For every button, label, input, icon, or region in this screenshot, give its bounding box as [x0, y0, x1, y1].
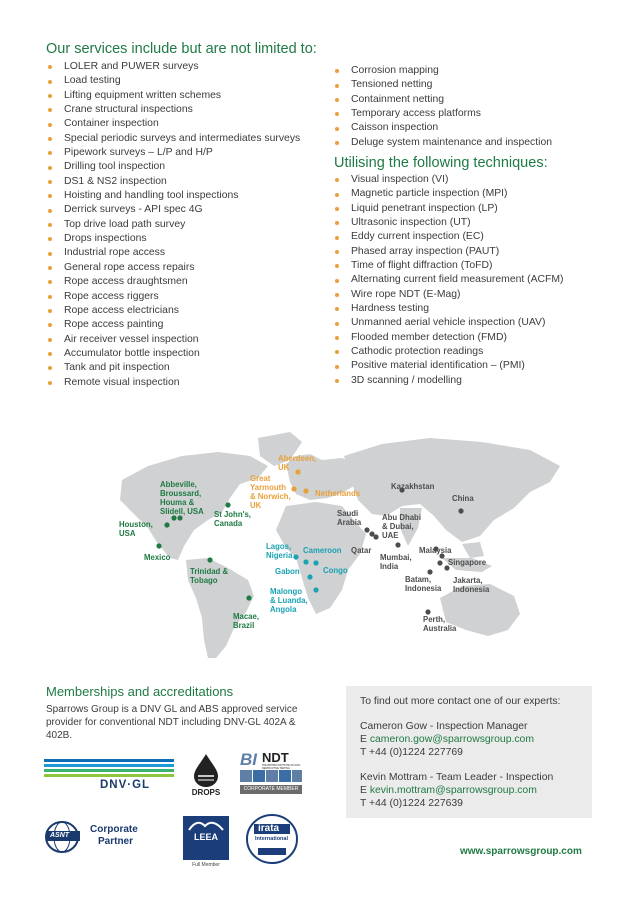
map-label-line: Australia: [423, 624, 457, 633]
map-marker: [246, 595, 251, 600]
asnt-logo: [44, 820, 164, 856]
map-marker: [395, 542, 400, 547]
bullet-icon: [48, 209, 52, 213]
contact-person2-email-line: [360, 785, 537, 796]
map-label-china: [452, 494, 474, 503]
irata-wordmark: irata: [258, 823, 280, 834]
service-item: [47, 203, 300, 217]
technique-item-text: Visual inspection (VI): [351, 174, 449, 185]
service-item: [47, 160, 300, 174]
map-label-line: Mexico: [144, 553, 171, 562]
technique-item: [334, 187, 564, 201]
map-marker: [373, 534, 378, 539]
map-label-line: UK: [278, 463, 290, 472]
service-item-text: DS1 & NS2 inspection: [64, 175, 167, 187]
service-item: [47, 361, 300, 375]
map-label-st-johns: [214, 510, 251, 528]
map-label-line: Macae,: [233, 612, 260, 621]
map-label-line: Malaysia: [419, 546, 452, 555]
asnt-partner: Partner: [98, 836, 134, 847]
map-marker: [293, 554, 298, 559]
contact-person1-email[interactable]: cameron.gow@sparrowsgroup.com: [369, 734, 534, 745]
service-item-text: Caisson inspection: [351, 122, 439, 134]
bullet-icon: [335, 84, 339, 88]
map-label-aberdeen: [278, 454, 316, 472]
technique-item: [334, 245, 564, 259]
bullet-icon: [335, 207, 339, 211]
service-item: [47, 232, 300, 246]
map-label-congo: [323, 566, 348, 575]
service-item: [47, 333, 300, 347]
bullet-icon: [48, 252, 52, 256]
service-item-text: Load testing: [64, 75, 121, 87]
technique-item: [334, 259, 564, 273]
service-item-text: Special periodic surveys and intermediates surveys: [64, 132, 301, 144]
services-list: [47, 60, 300, 390]
leea-member: Full Member: [192, 862, 220, 868]
bullet-icon: [48, 352, 52, 356]
service-item: [47, 246, 300, 260]
technique-item-text: Hardness testing: [351, 303, 429, 315]
leea-wordmark: LEEA: [193, 832, 218, 842]
services-list-continued: [334, 64, 552, 150]
service-item: [47, 290, 300, 304]
service-item-text: Industrial rope access: [64, 247, 166, 259]
technique-item: [334, 288, 564, 302]
contact-person2-email[interactable]: kevin.mottram@sparrowsgroup.com: [369, 785, 537, 796]
technique-item-text: Magnetic particle inspection (MPI): [351, 188, 508, 200]
service-item-text: Drilling tool inspection: [64, 161, 166, 173]
map-label-line: Indonesia: [405, 584, 442, 593]
dnvgl-logo: [44, 757, 174, 793]
technique-item-text: Unmanned aerial vehicle inspection (UAV): [351, 317, 546, 329]
service-item: [334, 78, 552, 92]
map-label-line: & Norwich,: [250, 492, 291, 501]
contact-box: [346, 686, 592, 818]
service-item-text: Lifting equipment written schemes: [64, 89, 222, 101]
service-item-text: Top drive load path survey: [64, 218, 186, 230]
map-label-line: China: [452, 494, 474, 503]
map-label-line: UAE: [382, 531, 399, 540]
service-item: [47, 60, 300, 74]
service-item-text: Pipework surveys – L/P and H/P: [64, 147, 213, 159]
map-label-line: Indonesia: [453, 585, 490, 594]
service-item-text: Tank and pit inspection: [64, 362, 170, 374]
service-item-text: Deluge system maintenance and inspection: [351, 136, 553, 148]
service-item-text: Air receiver vessel inspection: [64, 333, 199, 345]
bullet-icon: [335, 293, 339, 297]
service-item: [47, 261, 300, 275]
map-label-lagos: [266, 542, 292, 560]
map-marker: [364, 527, 369, 532]
map-label-line: Angola: [270, 605, 297, 614]
map-label-abbeville: [160, 480, 204, 516]
technique-item: [334, 273, 564, 287]
map-label-line: Batam,: [405, 575, 431, 584]
map-label-jakarta: [453, 576, 489, 594]
map-label-line: & Dubai,: [382, 522, 414, 531]
service-item-text: Temporary access platforms: [351, 108, 481, 120]
service-item-text: General rope access repairs: [64, 261, 195, 273]
service-item-text: Containment netting: [351, 93, 444, 105]
map-marker: [313, 587, 318, 592]
map-label-line: Great: [250, 474, 271, 483]
map-label-abu-dhabi: [382, 513, 421, 540]
bindt-bi: BI: [240, 750, 257, 769]
technique-item: [334, 331, 564, 345]
drops-wordmark: DROPS: [191, 788, 221, 797]
map-marker: [307, 574, 312, 579]
service-item: [47, 189, 300, 203]
map-label-mumbai: [380, 553, 412, 571]
map-label-line: Slidell, USA: [160, 507, 204, 516]
service-item-text: Rope access draughtsmen: [64, 276, 188, 288]
technique-item-text: Time of flight diffraction (ToFD): [351, 260, 493, 272]
map-label-line: Trinidad &: [190, 567, 229, 576]
techniques-heading: Utilising the following techniques:: [334, 155, 548, 171]
bullet-icon: [48, 151, 52, 155]
service-item-text: Crane structural inspections: [64, 104, 193, 116]
technique-item-text: Alternating current field measurement (ACFM): [351, 274, 564, 286]
leea-logo: [183, 816, 229, 868]
bullet-icon: [335, 336, 339, 340]
service-item: [334, 64, 552, 78]
service-item: [47, 376, 300, 390]
map-label-trinidad: [190, 567, 228, 585]
map-label-line: Houston,: [119, 520, 153, 529]
map-marker: [303, 488, 308, 493]
service-item: [334, 121, 552, 135]
techniques-list: [334, 173, 564, 388]
bullet-icon: [48, 295, 52, 299]
map-marker: [156, 543, 161, 548]
map-label-kazakhstan: [391, 482, 434, 491]
technique-item-text: Cathodic protection readings: [351, 346, 484, 358]
map-marker: [425, 609, 430, 614]
map-label-line: Canada: [214, 519, 243, 528]
map-marker: [458, 508, 463, 513]
bullet-icon: [335, 322, 339, 326]
bullet-icon: [335, 250, 339, 254]
contact-person2-name: Kevin Mottram - Team Leader - Inspection: [360, 772, 554, 783]
technique-item-text: Wire rope NDT (E-Mag): [351, 288, 461, 300]
map-label-great-yarmouth: [250, 474, 291, 510]
world-map: [90, 408, 570, 663]
borneo-shape: [462, 542, 484, 558]
map-label-perth: [423, 615, 456, 633]
contact-person2-phone: T +44 (0)1224 227639: [360, 798, 463, 809]
asnt-corporate: Corporate: [90, 824, 138, 835]
service-item-text: Accumulator bottle inspection: [64, 347, 200, 359]
contact-intro: To find out more contact one of our experts:: [360, 696, 561, 707]
service-item-text: Remote visual inspection: [64, 376, 180, 388]
contact-person2-email-prefix: E: [360, 785, 370, 796]
bullet-icon: [48, 137, 52, 141]
drops-logo: [188, 752, 224, 800]
bullet-icon: [48, 94, 52, 98]
bullet-icon: [48, 65, 52, 69]
map-label-line: Abbeville,: [160, 480, 197, 489]
technique-item: [334, 359, 564, 373]
map-label-line: Nigeria: [266, 551, 293, 560]
technique-item: [334, 202, 564, 216]
technique-item-text: Phased array inspection (PAUT): [351, 245, 500, 257]
map-label-line: Aberdeen,: [278, 454, 317, 463]
service-item-text: LOLER and PUWER surveys: [64, 61, 199, 72]
bindt-subtitle: THE BRITISH INSTITUTE OF NON-DESTRUCTIVE TESTING: [262, 764, 301, 770]
bullet-icon: [48, 237, 52, 241]
service-item: [47, 89, 300, 103]
bullet-icon: [48, 323, 52, 327]
service-item-text: Rope access painting: [64, 319, 164, 331]
map-label-line: St John's,: [214, 510, 251, 519]
map-label-saudi: [337, 509, 361, 527]
service-item-text: Hoisting and handling tool inspections: [64, 190, 239, 202]
bullet-icon: [335, 264, 339, 268]
service-item: [47, 175, 300, 189]
service-item: [47, 117, 300, 131]
service-item-text: Corrosion mapping: [351, 65, 439, 76]
bullet-icon: [335, 193, 339, 197]
map-label-singapore: [448, 558, 486, 567]
map-label-line: Broussard,: [160, 489, 202, 498]
map-label-line: Gabon: [275, 567, 300, 576]
map-label-line: Saudi: [337, 509, 359, 518]
technique-item-text: Liquid penetrant inspection (LP): [351, 202, 498, 214]
bullet-icon: [48, 338, 52, 342]
map-label-line: Yarmouth: [250, 483, 286, 492]
service-item-text: Drops inspections: [64, 233, 147, 245]
service-item-text: Container inspection: [64, 118, 159, 130]
map-label-cameroon: [303, 546, 342, 555]
contact-person1-email-line: [360, 734, 534, 745]
map-marker: [171, 515, 176, 520]
bullet-icon: [335, 365, 339, 369]
technique-item-text: Flooded member detection (FMD): [351, 331, 507, 343]
service-item-text: Rope access riggers: [64, 290, 159, 302]
bullet-icon: [48, 123, 52, 127]
map-marker: [177, 515, 182, 520]
service-item: [47, 275, 300, 289]
service-item-text: Derrick surveys - API spec 4G: [64, 204, 203, 216]
technique-item-text: Ultrasonic inspection (UT): [351, 217, 471, 229]
map-label-netherlands: [315, 489, 360, 498]
service-item: [47, 304, 300, 318]
map-marker: [303, 559, 308, 564]
map-marker: [313, 560, 318, 565]
service-item: [47, 347, 300, 361]
dnvgl-stripes: [44, 757, 174, 779]
technique-item: [334, 230, 564, 244]
map-label-batam: [405, 575, 441, 593]
map-label-line: UK: [250, 501, 262, 510]
bindt-icons: [240, 770, 302, 784]
service-item: [47, 74, 300, 88]
technique-item-text: Positive material identification – (PMI): [351, 360, 525, 372]
irata-logo: [246, 814, 298, 864]
map-label-macae: [233, 612, 259, 630]
bindt-logo: [240, 752, 302, 796]
service-item: [47, 132, 300, 146]
map-marker: [427, 569, 432, 574]
bullet-icon: [48, 194, 52, 198]
map-label-houston: [119, 520, 153, 538]
map-label-line: Malongo: [270, 587, 303, 596]
map-label-gabon: [275, 567, 300, 576]
bullet-icon: [335, 221, 339, 225]
bullet-icon: [48, 280, 52, 284]
map-label-line: USA: [119, 529, 136, 538]
map-marker: [207, 557, 212, 562]
map-label-line: Lagos,: [266, 542, 292, 551]
services-heading: Our services include but are not limited to:: [46, 41, 317, 57]
bullet-icon: [48, 166, 52, 170]
map-label-line: Perth,: [423, 615, 446, 624]
bullet-icon: [48, 180, 52, 184]
map-label-line: Kazakhstan: [391, 482, 435, 491]
technique-item-text: 3D scanning / modelling: [351, 374, 462, 386]
service-item: [334, 136, 552, 150]
service-item: [47, 318, 300, 332]
map-label-line: Abu Dhabi: [382, 513, 421, 522]
service-item: [334, 93, 552, 107]
service-item: [47, 103, 300, 117]
technique-item: [334, 302, 564, 316]
continents: [120, 432, 560, 658]
bullet-icon: [48, 223, 52, 227]
service-item: [47, 218, 300, 232]
map-label-malaysia: [419, 546, 452, 555]
map-label-line: Brazil: [233, 621, 255, 630]
map-label-line: Jakarta,: [453, 576, 483, 585]
map-marker: [164, 522, 169, 527]
irata-subtitle: International: [255, 836, 289, 842]
asnt-wordmark: ASNT: [50, 832, 70, 839]
map-label-line: Tobago: [190, 576, 218, 585]
bullet-icon: [335, 69, 339, 73]
map-label-qatar: [351, 546, 371, 555]
contact-person1-name: Cameron Gow - Inspection Manager: [360, 721, 528, 732]
map-label-mexico: [144, 553, 170, 562]
website-link[interactable]: www.sparrowsgroup.com: [460, 846, 582, 857]
map-label-line: Houma &: [160, 498, 195, 507]
drops-drop-icon: [188, 752, 224, 788]
contact-person1-phone: T +44 (0)1224 227769: [360, 747, 463, 758]
bullet-icon: [335, 236, 339, 240]
bullet-icon: [335, 127, 339, 131]
service-item-text: Tensioned netting: [351, 79, 433, 91]
bullet-icon: [48, 309, 52, 313]
bullet-icon: [48, 381, 52, 385]
technique-item: [334, 345, 564, 359]
bullet-icon: [48, 108, 52, 112]
memberships-text: Sparrows Group is a DNV GL and ABS approved service provider for conventional NDT including DNV-GL 402A & 402B.: [46, 704, 298, 741]
bullet-icon: [335, 141, 339, 145]
bindt-member-band: CORPORATE MEMBER: [240, 785, 302, 794]
service-item-text: Rope access electricians: [64, 304, 179, 316]
map-label-line: Qatar: [351, 546, 372, 555]
technique-item: [334, 316, 564, 330]
bullet-icon: [335, 112, 339, 116]
map-label-line: India: [380, 562, 399, 571]
memberships-heading: Memberships and accreditations: [46, 684, 234, 699]
map-label-line: Mumbai,: [380, 553, 412, 562]
bullet-icon: [335, 98, 339, 102]
map-marker: [437, 560, 442, 565]
bullet-icon: [335, 279, 339, 283]
technique-item-text: Eddy current inspection (EC): [351, 231, 484, 243]
service-item: [334, 107, 552, 121]
map-marker: [225, 502, 230, 507]
map-label-line: Cameroon: [303, 546, 342, 555]
asia-shape: [344, 438, 560, 542]
bindt-ndt: NDT: [262, 750, 289, 765]
bullet-icon: [335, 379, 339, 383]
technique-item: [334, 374, 564, 388]
bullet-icon: [48, 366, 52, 370]
map-label-line: Arabia: [337, 518, 362, 527]
contact-person1-email-prefix: E: [360, 734, 370, 745]
dnvgl-wordmark: DNV·GL: [100, 779, 151, 791]
map-label-line: Netherlands: [315, 489, 361, 498]
map-label-malongo: [270, 587, 308, 614]
map-marker: [291, 486, 296, 491]
bullet-icon: [48, 80, 52, 84]
service-item: [47, 146, 300, 160]
bullet-icon: [335, 178, 339, 182]
bullet-icon: [335, 307, 339, 311]
bullet-icon: [48, 266, 52, 270]
map-label-line: Singapore: [448, 558, 487, 567]
map-label-line: Congo: [323, 566, 348, 575]
bullet-icon: [335, 350, 339, 354]
map-label-line: & Luanda,: [270, 596, 308, 605]
technique-item: [334, 173, 564, 187]
technique-item: [334, 216, 564, 230]
